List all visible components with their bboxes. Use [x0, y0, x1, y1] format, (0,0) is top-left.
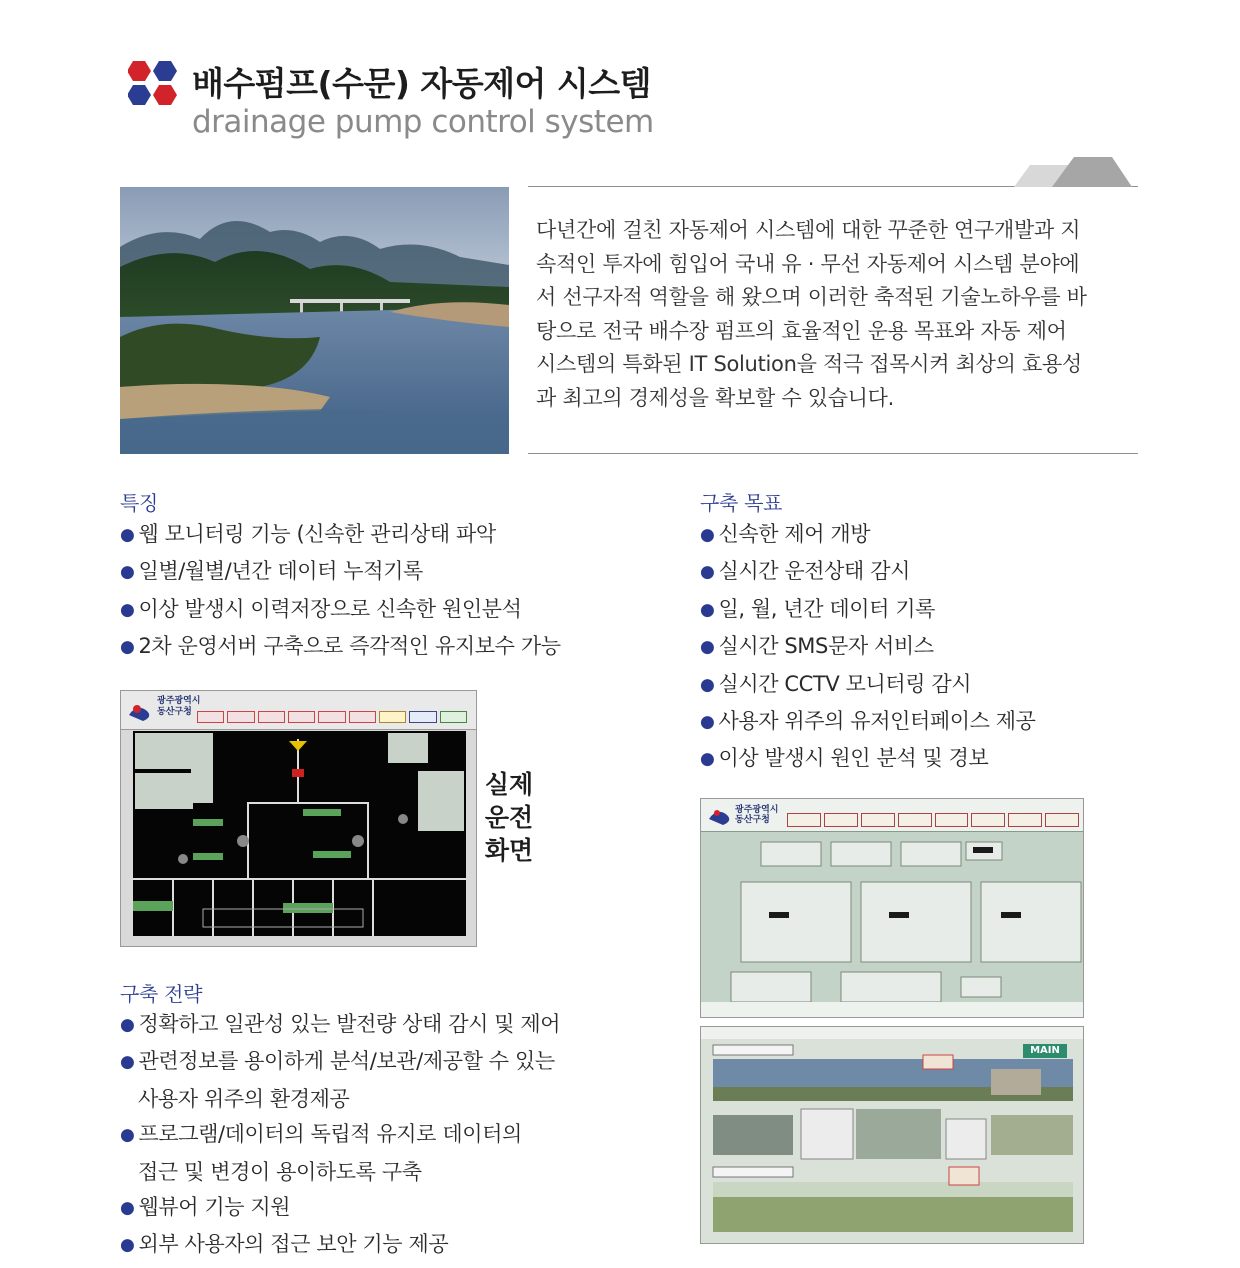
list-item: ● 외부 사용자의 접근 보안 기능 제공	[120, 1232, 449, 1257]
caption-line: 운전	[484, 803, 534, 832]
org-emblem-icon	[707, 805, 733, 827]
intro-line: 속적인 투자에 힘입어 국내 유 · 무선 자동제어 시스템 분야에	[536, 251, 1080, 276]
screen-caption	[484, 768, 534, 867]
list-item: ● 2차 운영서버 구축으로 즉각적인 유지보수 가능	[120, 634, 561, 659]
intro-line: 다년간에 걸친 자동제어 시스템에 대한 꾸준한 연구개발과 지	[536, 218, 1081, 242]
goals-list	[700, 517, 1036, 779]
intro-bottom-rule	[528, 453, 1138, 454]
intro-line: 과 최고의 경제성을 확보할 수 있습니다.	[536, 385, 895, 410]
list-item: ● 관련정보를 용이하게 분석/보관/제공할 수 있는 사용자 위주의 환경제공	[120, 1049, 555, 1111]
control-panel-screen-image	[700, 798, 1084, 1018]
pump-schematic-diagram	[133, 731, 466, 936]
reservoir-landscape-photo	[120, 187, 509, 454]
cctv-monitoring-layout	[701, 1027, 1083, 1243]
page-title: 배수펌프(수문) 자동제어 시스템	[192, 64, 652, 103]
bullet-icon: ●	[120, 637, 135, 658]
features-list	[120, 517, 561, 667]
list-item: ● 사용자 위주의 유저인터페이스 제공	[700, 709, 1036, 734]
main-badge: MAIN	[1023, 1044, 1067, 1058]
bullet-icon: ●	[120, 1125, 135, 1146]
intro-line: 탕으로 전국 배수장 펌프의 효율적인 운용 목표와 자동 제어	[536, 318, 1067, 343]
bullet-icon: ●	[120, 525, 135, 545]
bullet-icon: ●	[120, 599, 135, 620]
org-name-line1: 광주광역시	[735, 805, 779, 815]
list-item: ● 이상 발생시 원인 분석 및 경보	[700, 746, 989, 771]
bullet-icon: ●	[700, 599, 715, 620]
bullet-icon: ●	[120, 1198, 135, 1219]
list-item: ● 웹뷰어 기능 지원	[120, 1195, 291, 1220]
bullet-icon: ●	[700, 712, 715, 733]
bullet-icon: ●	[700, 749, 715, 770]
goals-heading: 구축 목표	[700, 491, 783, 515]
cctv-monitoring-screen-image	[700, 1026, 1084, 1244]
intro-line: 시스템의 특화된 IT Solution을 적극 접목시켜 최상의 효용성	[536, 352, 1082, 377]
features-heading: 특징	[120, 491, 159, 515]
strategy-list	[120, 1007, 560, 1265]
screen-toolbar	[701, 799, 1083, 832]
operation-screen-image	[120, 690, 477, 947]
list-item: ● 이상 발생시 이력저장으로 신속한 원인분석	[120, 596, 522, 621]
list-item: ● 실시간 운전상태 감시	[700, 559, 910, 584]
list-item: ● 일별/월별/년간 데이터 누적기록	[120, 559, 423, 584]
screen-tab-row	[197, 711, 467, 723]
page-subtitle: drainage pump control system	[192, 104, 654, 140]
org-name-line1: 광주광역시	[157, 696, 201, 706]
bullet-icon: ●	[120, 1015, 135, 1035]
bullet-icon: ●	[700, 525, 715, 545]
mountain-decoration-icon	[1012, 155, 1132, 187]
list-item: ● 일, 월, 년간 데이터 기록	[700, 596, 936, 621]
bullet-icon: ●	[120, 562, 135, 583]
company-logo-icon	[128, 60, 178, 106]
bullet-icon: ●	[700, 674, 715, 695]
bullet-icon: ●	[700, 637, 715, 658]
list-item: ● 정확하고 일관성 있는 발전량 상태 감시 및 제어	[120, 1012, 561, 1036]
list-item: ● 실시간 SMS문자 서비스	[700, 634, 934, 659]
list-item: ● 프로그램/데이터의 독립적 유지로 데이터의 접근 및 변경이 용이하도록 구축	[120, 1122, 522, 1184]
caption-line: 실제	[484, 770, 534, 799]
intro-line: 서 선구자적 역할을 해 왔으며 이러한 축적된 기술노하우를 바	[536, 285, 1087, 310]
bullet-icon: ●	[120, 1235, 135, 1256]
screen-tab-row	[787, 813, 1079, 827]
list-item: ● 웹 모니터링 기능 (신속한 관리상태 파악	[120, 522, 496, 546]
strategy-heading: 구축 전략	[120, 982, 203, 1006]
screen-toolbar	[121, 691, 476, 730]
intro-paragraph	[536, 214, 1136, 416]
bullet-icon: ●	[700, 562, 715, 583]
list-item: ● 실시간 CCTV 모니터링 감시	[700, 671, 972, 696]
org-name-line2: 동산구청	[735, 815, 770, 825]
caption-line: 화면	[484, 836, 534, 865]
org-name-line2: 동산구청	[157, 707, 192, 717]
bullet-icon: ●	[120, 1052, 135, 1073]
list-item: ● 신속한 제어 개방	[700, 522, 871, 546]
control-panel-layout	[701, 832, 1083, 1017]
